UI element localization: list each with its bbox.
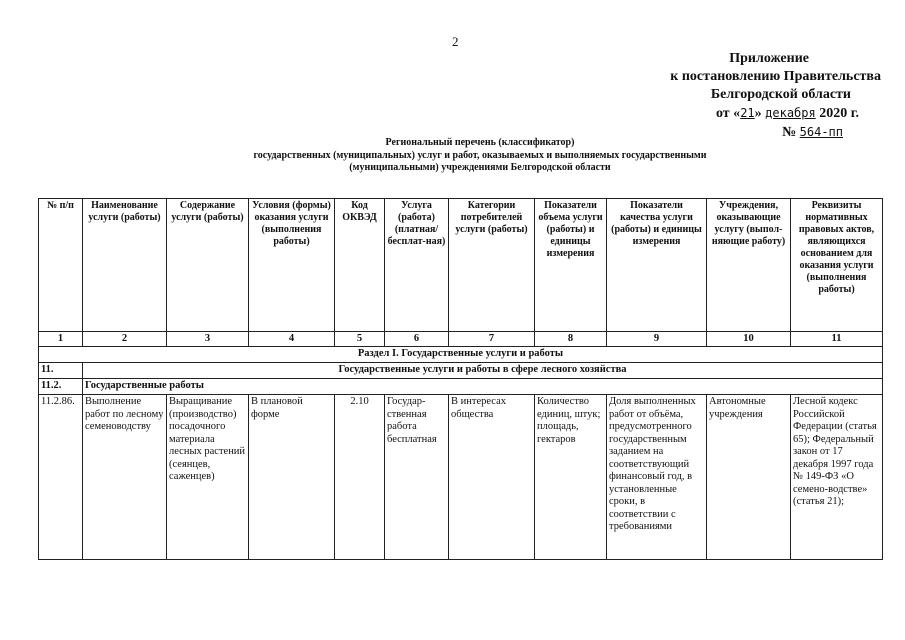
header-cell: Условия (формы) оказания услуги (выполнения работы) [249,199,335,332]
column-number: 8 [535,332,607,347]
subgroup-row [39,379,883,395]
column-number: 4 [249,332,335,347]
subgroup-number: 11.2. [39,379,83,395]
heading-line-1: Региональный перечень (классификатор) [385,137,575,148]
row-acts: Лесной кодекс Российской Федерации (статья 65); Федеральный закон от 17 декабря 1997 года № 149-ФЗ «О семено-водстве» (статья 21); [791,395,883,560]
appendix-title: Приложение [729,51,809,66]
column-number: 7 [449,332,535,347]
date-month: декабря [765,106,816,120]
appendix-block [581,50,881,142]
row-consumers: В интересах общества [449,395,535,560]
header-row [39,199,883,332]
row-volume: Количество единиц, штук; площадь, гектаров [535,395,607,560]
column-number: 1 [39,332,83,347]
header-cell: Содержание услуги (работы) [167,199,249,332]
appendix-resolution: к постановлению Правительства [670,69,881,84]
row-conditions: В плановой форме [249,395,335,560]
column-number: 6 [385,332,449,347]
header-cell: Наименование услуги (работы) [83,199,167,332]
column-number: 11 [791,332,883,347]
header-cell: Учреждения, оказывающие услугу (выпол-няющие работу) [707,199,791,332]
row-number: 11.2.86. [39,395,83,560]
header-cell: Показатели объема услуги (работы) и единицы измерения [535,199,607,332]
table-row [39,395,883,560]
header-cell: Код ОКВЭД [335,199,385,332]
appendix-region: Белгородской области [710,87,851,102]
column-number: 2 [83,332,167,347]
row-paid: Государ-ственная работа бесплатная [385,395,449,560]
subgroup-title: Государственные работы [83,379,883,395]
services-table [38,198,883,560]
column-number: 10 [707,332,791,347]
column-number: 3 [167,332,249,347]
heading-line-3: (муниципальными) учреждениями Белгородской области [349,162,611,173]
column-number-row [39,332,883,347]
row-name: Выполнение работ по лесному семеноводству [83,395,167,560]
header-cell: № п/п [39,199,83,332]
document-number: 564-пп [799,125,843,139]
row-institutions: Автономные учреждения [707,395,791,560]
group-title: Государственные услуги и работы в сфере лесного хозяйства [83,363,883,379]
document-heading [100,137,860,175]
appendix-date: от «21» декабря 2020 г. [715,106,859,121]
column-number: 9 [607,332,707,347]
header-cell: Категории потребителей услуги (работы) [449,199,535,332]
date-year: 2020 г. [819,106,859,121]
appendix-number: № 564-пп [782,125,843,140]
header-cell: Реквизиты нормативных правовых актов, являющихся основанием для оказания услуги (выполнения работы) [791,199,883,332]
header-cell: Услуга (работа) (платная/ бесплат-ная) [385,199,449,332]
date-day: 21 [740,106,755,120]
group-row [39,363,883,379]
heading-line-2: государственных (муниципальных) услуг и работ, оказываемых и выполняемых государственными [253,149,707,161]
column-number: 5 [335,332,385,347]
row-quality: Доля выполненных работ от объёма, предусмотренного государственным заданием на соответствующий финансовый год, в установленные сроки, в соответствии с требованиями [607,395,707,560]
group-number: 11. [39,363,83,379]
row-content: Выращивание (производство) посадочного материала лесных растений (сеянцев, саженцев) [167,395,249,560]
section-row [39,347,883,363]
section-title: Раздел I. Государственные услуги и работы [39,347,883,363]
row-okved: 2.10 [335,395,385,560]
page-number: 2 [452,34,459,49]
header-cell: Показатели качества услуги (работы) и единицы измерения [607,199,707,332]
